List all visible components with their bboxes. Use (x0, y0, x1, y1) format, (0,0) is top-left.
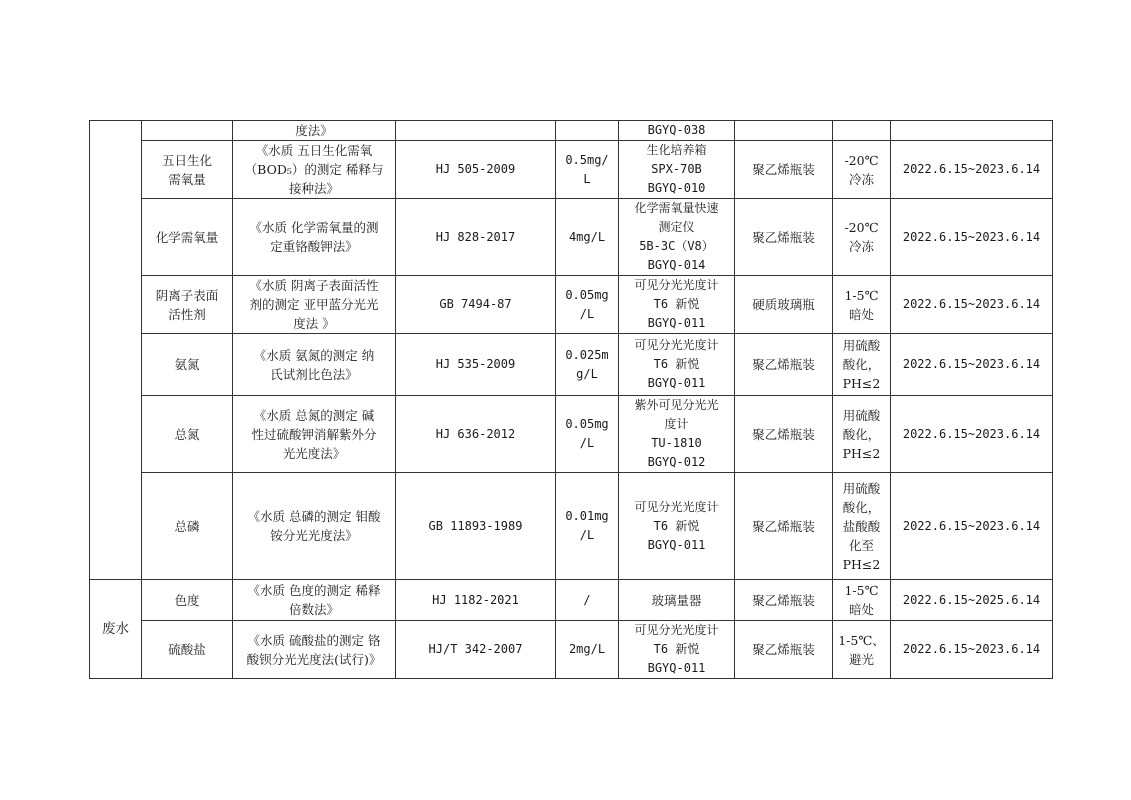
instrument-line: BGYQ-014 (647, 258, 706, 272)
item-cell (142, 276, 233, 334)
item-line: 需氧量 (168, 171, 206, 187)
instrument-cell (619, 121, 735, 141)
instrument-line: BGYQ-038 (647, 123, 706, 137)
preservation-line: 冷冻 (848, 171, 874, 187)
preservation-line: 用硫酸 (842, 480, 881, 496)
preservation-line: 暗处 (848, 306, 874, 322)
preservation-line: 酸化， (842, 499, 881, 515)
instrument-line: 可见分光光度计 (634, 278, 719, 292)
instrument-line: BGYQ-011 (647, 537, 706, 552)
item-line: 阴离子表面 (155, 287, 219, 303)
instrument-line: BGYQ-012 (647, 455, 706, 469)
standard-cell: HJ 1182-2021 (396, 580, 556, 621)
method-cell (233, 121, 396, 141)
container-cell: 聚乙烯瓶装 (735, 473, 833, 580)
preservation-line: 1-5℃ (844, 287, 879, 303)
validity-cell: 2022.6.15~2025.6.14 (891, 580, 1053, 621)
container-cell: 聚乙烯瓶装 (735, 199, 833, 276)
preservation-line: -20℃ (844, 152, 879, 168)
method-line: 性过硫酸钾消解紫外分 (251, 426, 377, 442)
method-line: 《水质 色度的测定 稀释 (247, 583, 381, 598)
preservation-line: PH≤2 (842, 556, 881, 572)
instrument-line: T6 新悦 (653, 518, 700, 533)
preservation-cell (833, 276, 891, 334)
validity-cell: 2022.6.15~2023.6.14 (891, 396, 1053, 473)
preservation-cell (833, 141, 891, 199)
limit-cell: 4mg/L (556, 199, 619, 276)
item-cell: 化学需氧量 (142, 199, 233, 276)
preservation-line: 化至 (848, 537, 874, 553)
standard-cell: HJ 636-2012 (396, 396, 556, 473)
preservation-line: 避光 (848, 651, 874, 667)
method-line: 《水质 硫酸盐的测定 铬 (247, 632, 381, 648)
standard-cell: HJ/T 342-2007 (396, 621, 556, 679)
instrument-line: 生化培养箱 (646, 143, 707, 157)
instrument-cell (619, 580, 735, 621)
table-row (90, 621, 1053, 679)
method-line: 度法 》 (293, 316, 335, 331)
preservation-line: 暗处 (848, 602, 874, 617)
instrument-line: T6 新悦 (653, 357, 700, 371)
limit-cell: / (556, 580, 619, 621)
instrument-line: BGYQ-011 (647, 661, 706, 675)
table-row (90, 580, 1053, 621)
container-cell: 聚乙烯瓶装 (735, 141, 833, 199)
limit-cell (556, 121, 619, 141)
table-row (90, 276, 1053, 334)
method-cell (233, 396, 396, 473)
item-cell: 色度 (142, 580, 233, 621)
instrument-cell (619, 276, 735, 334)
method-line: 氏试剂比色法》 (270, 366, 358, 382)
table-row (90, 334, 1053, 396)
method-line: 剂的测定 亚甲蓝分光光 (249, 297, 379, 312)
method-cell (233, 621, 396, 679)
container-cell: 硬质玻璃瓶 (735, 276, 833, 334)
container-cell: 聚乙烯瓶装 (735, 334, 833, 396)
item-cell: 氨氮 (142, 334, 233, 396)
instrument-line: 紫外可见分光光 (634, 398, 719, 412)
preservation-line: 1-5℃、 (838, 632, 885, 648)
method-cell (233, 199, 396, 276)
preservation-cell (833, 334, 891, 396)
instrument-cell (619, 473, 735, 580)
instrument-line: 5B-3C（V8） (639, 239, 714, 253)
instrument-cell (619, 334, 735, 396)
instrument-line: 测定仪 (658, 220, 695, 234)
preservation-line: 酸化， (842, 357, 881, 372)
preservation-line: -20℃ (844, 220, 879, 235)
preservation-line: 酸化， (842, 426, 881, 442)
test-methods-table (89, 120, 1053, 679)
limit-cell: 2mg/L (556, 621, 619, 679)
table-row (90, 396, 1053, 473)
method-line: 光光度法》 (282, 445, 346, 461)
item-cell (142, 141, 233, 199)
limit-line: /L (579, 528, 595, 542)
limit-line: L (583, 171, 591, 186)
standard-cell: HJ 535-2009 (396, 334, 556, 396)
instrument-line: SPX-70B (651, 162, 702, 176)
category-cell-continued (90, 121, 142, 580)
instrument-cell (619, 396, 735, 473)
method-line: 《水质 总磷的测定 钼酸 (247, 509, 381, 524)
standard-cell (396, 121, 556, 141)
standard-cell: HJ 505-2009 (396, 141, 556, 199)
table-row (90, 121, 1053, 141)
table-row (90, 199, 1053, 276)
table-row (90, 141, 1053, 199)
instrument-line: T6 新悦 (653, 642, 700, 656)
method-cell (233, 473, 396, 580)
preservation-cell (833, 396, 891, 473)
container-cell: 聚乙烯瓶装 (735, 580, 833, 621)
standard-cell: HJ 828-2017 (396, 199, 556, 276)
method-line: 《水质 五日生化需氧 (255, 143, 373, 158)
preservation-line: 冷冻 (848, 239, 874, 254)
instrument-line: TU-1810 (651, 436, 702, 450)
method-line: 《水质 氨氮的测定 纳 (253, 347, 375, 363)
instrument-line: 可见分光光度计 (634, 338, 719, 352)
limit-cell (556, 473, 619, 580)
limit-cell (556, 141, 619, 199)
limit-cell (556, 334, 619, 396)
preservation-cell (833, 621, 891, 679)
item-cell: 硫酸盐 (142, 621, 233, 679)
limit-cell (556, 276, 619, 334)
limit-line: 0.05mg (565, 417, 609, 431)
preservation-cell (833, 121, 891, 141)
validity-cell: 2022.6.15~2023.6.14 (891, 621, 1053, 679)
method-line: 接种法》 (288, 181, 339, 196)
instrument-cell (619, 621, 735, 679)
container-cell (735, 121, 833, 141)
instrument-line: 玻璃量器 (651, 592, 702, 608)
container-cell: 聚乙烯瓶装 (735, 621, 833, 679)
method-line: 《水质 化学需氧量的测 (249, 220, 379, 235)
method-line: 倍数法》 (288, 602, 339, 617)
limit-line: 0.5mg/ (565, 152, 609, 167)
instrument-line: BGYQ-010 (647, 181, 706, 195)
method-line: 酸钡分光光度法(试行)》 (246, 651, 382, 667)
method-line: 铵分光光度法》 (270, 528, 358, 543)
instrument-line: 可见分光光度计 (634, 623, 719, 637)
preservation-line: 用硫酸 (842, 407, 881, 423)
limit-line: /L (579, 306, 595, 321)
instrument-line: 化学需氧量快速 (634, 201, 719, 215)
validity-cell: 2022.6.15~2023.6.14 (891, 141, 1053, 199)
preservation-line: 1-5℃ (844, 583, 879, 598)
limit-line: /L (579, 436, 595, 450)
preservation-cell (833, 580, 891, 621)
validity-cell: 2022.6.15~2023.6.14 (891, 473, 1053, 580)
limit-line: 0.05mg (565, 287, 609, 302)
validity-cell: 2022.6.15~2023.6.14 (891, 276, 1053, 334)
limit-line: 0.025m (565, 347, 609, 362)
container-cell: 聚乙烯瓶装 (735, 396, 833, 473)
standard-cell: GB 11893-1989 (396, 473, 556, 580)
preservation-line: 盐酸酸 (842, 518, 881, 534)
method-line: 定重铬酸钾法》 (270, 239, 358, 254)
instrument-line: 可见分光光度计 (634, 499, 719, 514)
instrument-line: T6 新悦 (653, 297, 700, 311)
item-cell: 总磷 (142, 473, 233, 580)
item-cell: 总氮 (142, 396, 233, 473)
item-line: 活性剂 (168, 306, 206, 322)
instrument-line: 度计 (664, 417, 689, 431)
method-cell (233, 276, 396, 334)
limit-line: 0.01mg (565, 509, 609, 523)
item-line: 五日生化 (161, 152, 212, 168)
validity-cell (891, 121, 1053, 141)
instrument-cell (619, 141, 735, 199)
instrument-cell (619, 199, 735, 276)
validity-cell: 2022.6.15~2023.6.14 (891, 199, 1053, 276)
method-cell (233, 141, 396, 199)
preservation-cell (833, 473, 891, 580)
validity-cell: 2022.6.15~2023.6.14 (891, 334, 1053, 396)
item-cell (142, 121, 233, 141)
category-cell: 废水 (90, 580, 142, 679)
preservation-line: PH≤2 (842, 376, 881, 391)
method-cell (233, 334, 396, 396)
method-line: 《水质 总氮的测定 碱 (253, 407, 375, 423)
method-cell (233, 580, 396, 621)
table-row (90, 473, 1053, 580)
preservation-line: 用硫酸 (842, 338, 881, 353)
instrument-line: BGYQ-011 (647, 316, 706, 330)
preservation-cell (833, 199, 891, 276)
standard-cell: GB 7494-87 (396, 276, 556, 334)
instrument-line: BGYQ-011 (647, 376, 706, 390)
method-line: （BOD₅）的测定 稀释与 (244, 162, 384, 177)
preservation-line: PH≤2 (842, 445, 881, 461)
limit-cell (556, 396, 619, 473)
method-line: 度法》 (295, 123, 333, 138)
method-line: 《水质 阴离子表面活性 (249, 278, 379, 293)
limit-line: g/L (576, 366, 598, 381)
